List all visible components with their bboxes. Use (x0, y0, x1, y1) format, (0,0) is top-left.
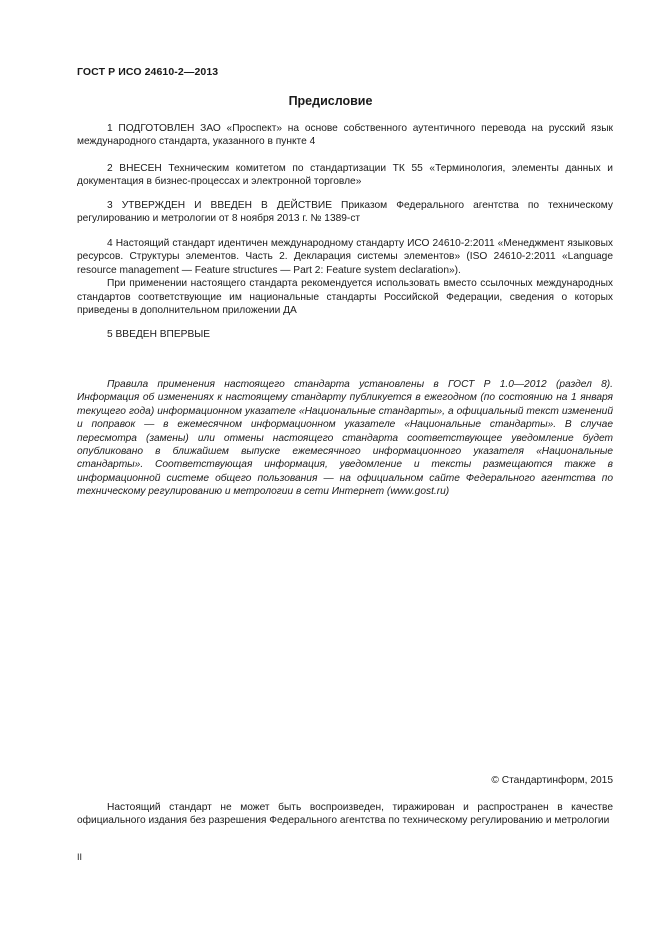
section-3-paragraph: 3 УТВЕРЖДЕН И ВВЕДЕН В ДЕЙСТВИЕ Приказом Федерального агентства по техническому регулированию и метрологии от 8 ноября 2013 г. № 1389-ст (77, 200, 613, 225)
reproduction-notice-text: Настоящий стандарт не может быть воспроизведен, тиражирован и распространен в качестве официального издания без разрешения Федерального агентства по техническому регулированию и метрологии (77, 802, 613, 827)
reproduction-notice (77, 801, 613, 828)
usage-notice-text: Правила применения настоящего стандарта установлены в ГОСТ Р 1.0—2012 (раздел 8). Информация об изменениях к настоящему стандарту публикуется в ежегодном (по состоянию на 1 января текущего года) информационном указателе «Национальные стандарты», а официальный текст изменений и поправок — в ежемесячном информационном указателе «Национальные стандарты». В случае пересмотра (замены) или отмены настоящего стандарта соответствующее уведомление будет опубликовано в ближайшем выпуске ежемесячного информационного указателя «Национальные стандарты». Соответствующая информация, уведомление и тексты размещаются также в информационной системе общего пользования — на официальном сайте Федерального агентства по техническому регулированию и метрологии в сети Интернет (www.gost.ru) (77, 379, 613, 498)
section-2 (77, 162, 613, 189)
copyright-line: © Стандартинформ, 2015 (491, 775, 613, 786)
section-1-paragraph: 1 ПОДГОТОВЛЕН ЗАО «Проспект» на основе собственного аутентичного перевода на русский язык международного стандарта, указанного в пункте 4 (77, 123, 613, 148)
section-5-paragraph: 5 ВВЕДЕН ВПЕРВЫЕ (107, 329, 211, 340)
standard-code-header: ГОСТ Р ИСО 24610-2—2013 (77, 66, 219, 78)
section-4-paragraph-2: При применении настоящего стандарта рекомендуется использовать вместо ссылочных международных стандартов соответствующие им национальные стандарты Российской Федерации, сведения о которых приведены в дополнительном приложении ДА (77, 278, 613, 317)
section-2-paragraph: 2 ВНЕСЕН Техническим комитетом по стандартизации ТК 55 «Терминология, элементы данных и документация в бизнес-процессах и электронной торговле» (77, 163, 613, 188)
section-1 (77, 122, 613, 149)
section-4-paragraph: 4 Настоящий стандарт идентичен международному стандарту ИСО 24610-2:2011 «Менеджмент языковых ресурсов. Структуры элементов. Часть 2. Декларация системы элементов» (ISO 24610-2:2011 «Language resource management — Feature structures — Part 2: Feature system declaration»). (77, 238, 613, 276)
section-5 (77, 328, 613, 341)
page-number: II (77, 852, 83, 862)
section-4 (77, 237, 613, 317)
page-title: Предисловие (288, 94, 373, 108)
section-3 (77, 199, 613, 226)
usage-notice (77, 378, 613, 499)
